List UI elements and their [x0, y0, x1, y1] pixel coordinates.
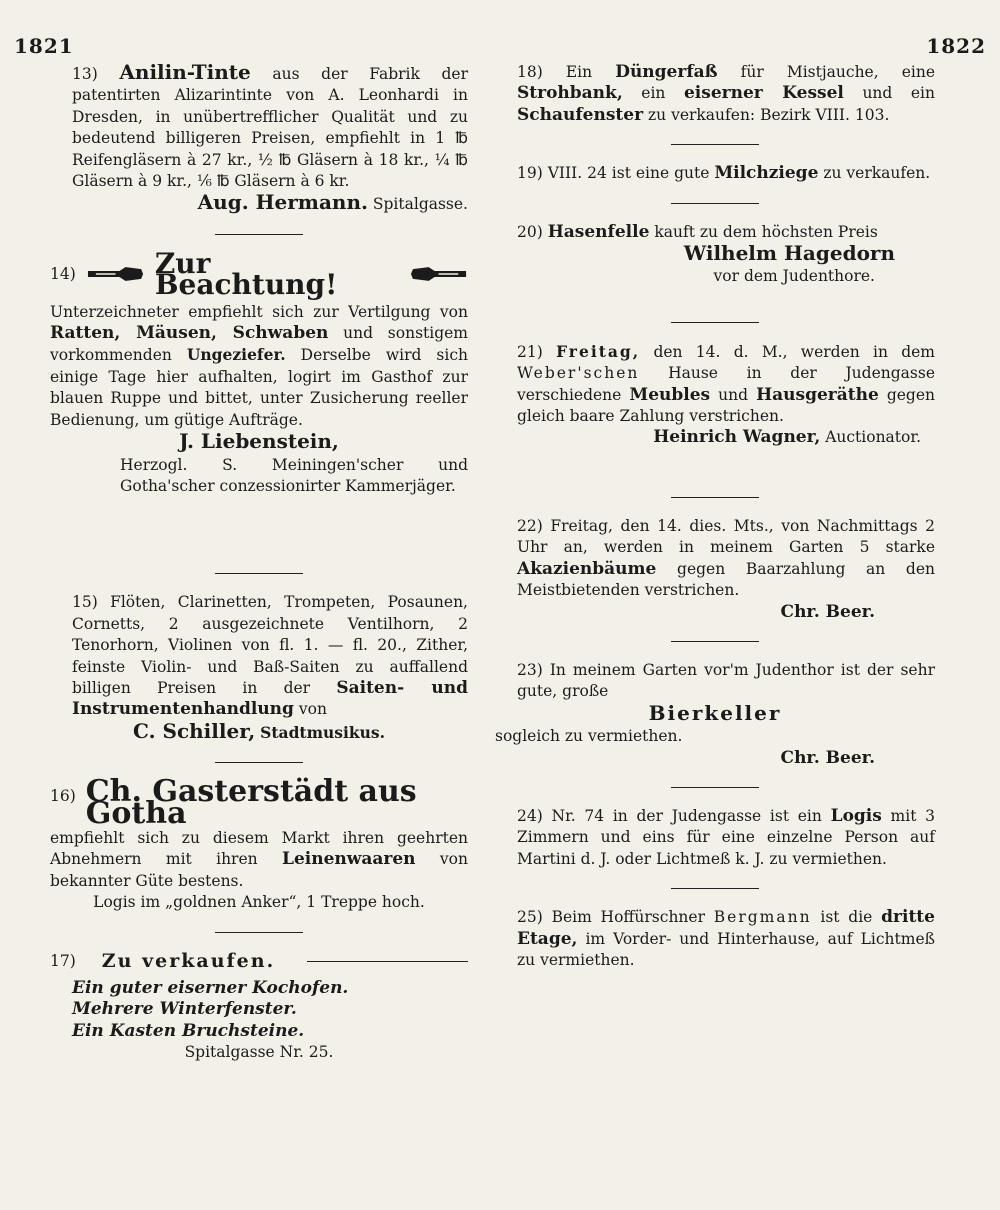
- divider: [671, 888, 759, 889]
- ad-text: im Vorder- und Hinterhause, auf Lichtmeß zu vermiethen.: [517, 929, 935, 969]
- ad-logis: Logis im „goldnen Anker“, 1 Treppe hoch.: [93, 893, 425, 912]
- sale-item: Mehrere Winterfenster.: [72, 999, 297, 1020]
- ad-text: aus der Fabrik der patentirten Alizarintinte von A. Leonhardi in Dresden, in unübertrefflicher Qualität und zu bedeutend billigeren Preisen, empfiehlt in 1 ℔ Reifengläsern à 27 kr., ½ ℔ Gläsern à 18 kr., ¼ ℔ Gläsern à 9 kr., ⅙ ℔ Gläsern à 6 kr.: [72, 65, 468, 191]
- ad-signer: Wilhelm Hagedorn: [683, 241, 895, 266]
- ad-text: empfiehlt sich zu diesem Markt ihren geehrten Abnehmern mit ihren: [50, 828, 468, 869]
- ad-spaced-text: Bergmann: [713, 908, 812, 927]
- ad-heading: Zu verkaufen.: [101, 949, 276, 972]
- ad-bold-text: dritte Etage,: [517, 907, 935, 949]
- ad-text: Freitag, den 14. dies. Mts., von Nachmittags 2 Uhr an, werden in meinem Garten 5 starke: [517, 516, 935, 557]
- right-column: [495, 62, 935, 971]
- ad-signer: J. Liebenstein,: [179, 429, 339, 454]
- left-column: [50, 62, 468, 1064]
- divider: [671, 497, 759, 498]
- ad-bold-text: Freitag,: [556, 341, 641, 361]
- ad-bold-text: Ratten, Mäusen, Schwaben: [50, 323, 329, 344]
- ad-text: ist die: [820, 908, 873, 927]
- advertisement-15: [50, 592, 468, 744]
- advertisement-22: [495, 516, 935, 623]
- ad-bold-text: Bierkeller: [648, 700, 782, 725]
- ad-signer-title: Herzogl. S. Meiningen'scher und Gotha'scher conzessionirter Kammerjäger.: [120, 455, 468, 495]
- ad-text: kauft zu dem höchsten Preis: [654, 222, 878, 241]
- ad-text: von: [298, 700, 327, 719]
- ad-number: 19): [517, 164, 543, 183]
- advertisement-19: [495, 163, 935, 184]
- ad-signer: C. Schiller,: [133, 718, 256, 743]
- ad-spaced-text: Weber'schen: [517, 364, 640, 383]
- ad-bold-text: Meubles: [629, 384, 711, 405]
- advertisement-13: [50, 62, 468, 216]
- ad-bold-text: Schaufenster: [517, 104, 644, 125]
- ad-text: Derselbe wird sich einige Tage hier aufhalten, logirt im Gasthof zur blauen Ruppe und bittet, unter Zusicherung reeller Bedienung, um gütige Aufträge.: [50, 346, 468, 429]
- ad-text: den 14. d. M., werden in dem: [653, 342, 936, 361]
- ad-bold-text: eiserner Kessel: [683, 83, 844, 104]
- ad-bold-text: Düngerfaß: [615, 62, 718, 82]
- ad-bold-text: Logis: [830, 805, 882, 826]
- advertisement-24: [495, 806, 935, 870]
- divider: [215, 234, 303, 235]
- sale-item: Ein Kasten Bruchsteine.: [72, 1020, 305, 1041]
- ad-text: und ein: [862, 84, 935, 103]
- ad-signer: Chr. Beer.: [780, 601, 875, 622]
- ad-number: 13): [72, 65, 98, 83]
- heading-rule: [307, 961, 468, 962]
- ad-bold-text: Ungeziefer.: [186, 345, 286, 365]
- ad-bold-text: Milchziege: [714, 163, 819, 184]
- ad-text: VIII. 24 ist eine gute: [547, 164, 710, 183]
- ad-text: Unterzeichneter empfiehlt sich zur Vertilgung von: [50, 302, 468, 321]
- ad-number: 23): [517, 660, 543, 679]
- divider: [671, 641, 759, 642]
- ad-number: 24): [517, 806, 543, 825]
- ad-bold-text: Strohbank,: [517, 83, 623, 104]
- divider: [215, 762, 303, 763]
- ad-bold-text: Hausgeräthe: [756, 384, 879, 405]
- ad-text: von bekannter Güte bestens.: [50, 850, 468, 890]
- ad-heading: Zur Beachtung!: [154, 246, 338, 302]
- ad-signer: Heinrich Wagner,: [653, 427, 821, 448]
- ad-text: gegen gleich baare Zahlung verstrichen.: [517, 385, 935, 426]
- ad-number: 20): [517, 222, 543, 241]
- ad-text: ein: [641, 84, 666, 103]
- ad-signer-title: Stadtmusikus.: [260, 722, 385, 742]
- page-number-left: 1821: [14, 34, 74, 58]
- ad-number: 21): [517, 342, 543, 361]
- ad-text: sogleich zu vermiethen.: [495, 727, 683, 746]
- divider: [215, 932, 303, 933]
- ad-signer: Chr. Beer.: [780, 747, 875, 768]
- ad-bold-text: Leinenwaaren: [281, 849, 416, 870]
- ad-text: Ein: [565, 63, 593, 81]
- advertisement-23: [495, 660, 935, 769]
- ad-text: mit 3 Zimmern und eins für eine einzelne Person auf Martini d. J. oder Lichtmeß k. J. zu vermiethen.: [517, 806, 935, 868]
- ad-bold-text: Hasenfelle: [547, 221, 650, 242]
- ad-bold-text: Akazienbäume: [517, 558, 657, 579]
- divider: [671, 203, 759, 204]
- ad-text: und: [718, 385, 749, 404]
- sale-item: Ein guter eiserner Kochofen.: [72, 978, 349, 998]
- ad-number: 25): [517, 908, 543, 927]
- advertisement-20: [495, 222, 935, 288]
- ad-number: 18): [517, 63, 543, 81]
- ad-text: Flöten, Clarinetten, Trompeten, Posaunen, Cornetts, 2 ausgezeichnete Ventilhorn, 2 Tenorhorn, Violinen von fl. 1. — fl. 20., Zither, feinste Violin- und Baß-Saiten zu auffallend billigen Preisen in der: [72, 593, 468, 697]
- ad-signer-place: Spitalgasse.: [372, 195, 468, 214]
- ad-text: für Mistjauche, eine: [740, 63, 936, 81]
- ad-heading: Ch. Gasterstädt aus Gotha: [85, 774, 417, 831]
- ad-number: 14): [50, 264, 76, 283]
- divider: [215, 573, 303, 574]
- ad-text: gegen Baarzahlung an den Meistbietenden verstrichen.: [517, 559, 935, 600]
- ad-signer-title: Auctionator.: [825, 428, 921, 447]
- ad-text: zu verkaufen: Bezirk VIII. 103.: [648, 105, 890, 124]
- advertisement-21: [495, 341, 935, 449]
- advertisement-17: [50, 951, 468, 1064]
- advertisement-16: [50, 774, 468, 913]
- ad-bold-text: Saiten- und Instrumentenhandlung: [72, 677, 468, 720]
- advertisement-18: [495, 62, 935, 126]
- pointing-hand-left-icon: [409, 264, 468, 284]
- ad-text: Hause in der Judengasse verschiedene: [517, 364, 935, 404]
- ad-number: 17): [50, 951, 76, 970]
- ad-signer: Aug. Hermann.: [197, 190, 368, 215]
- divider: [671, 787, 759, 788]
- ad-text: und sonstigem vorkommenden: [50, 324, 468, 365]
- ad-text: Beim Hoffürschner: [551, 908, 705, 927]
- advertisement-14: [50, 246, 468, 497]
- ad-text: In meinem Garten vor'm Judenthor ist der sehr gute, große: [517, 660, 935, 701]
- ad-number: 16): [50, 787, 76, 806]
- ad-text: zu verkaufen.: [823, 164, 931, 183]
- ad-text: Nr. 74 in der Judengasse ist ein: [551, 806, 822, 825]
- ad-product: Anilin-Tinte: [119, 60, 251, 84]
- divider: [671, 322, 759, 323]
- divider: [671, 144, 759, 145]
- advertisement-25: [495, 907, 935, 971]
- ad-number: 22): [517, 516, 543, 535]
- pointing-hand-right-icon: [86, 264, 145, 284]
- ad-number: 15): [72, 593, 98, 612]
- ad-address: Spitalgasse Nr. 25.: [184, 1043, 334, 1062]
- ad-signer-place: vor dem Judenthore.: [713, 267, 875, 286]
- page-number-right: 1822: [926, 34, 986, 58]
